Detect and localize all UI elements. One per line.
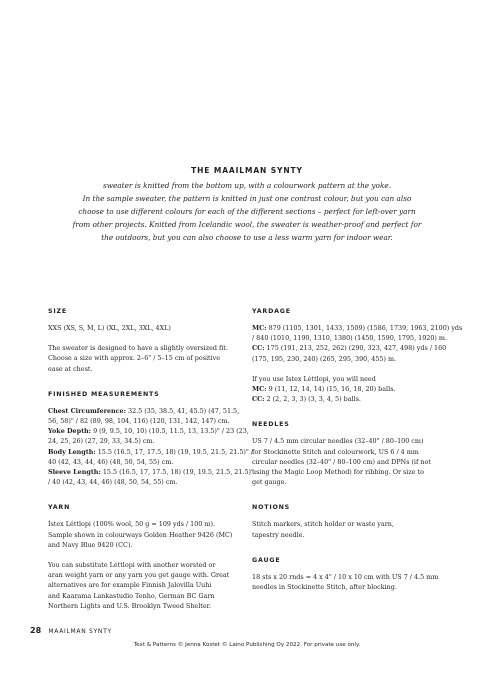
yarn-substitutes: [48, 560, 251, 611]
notions-line: Stitch markers, stitch holder or waste yarn,: [252, 520, 394, 529]
yardage-value-cont: (175, 195, 230, 240) (265, 295, 390, 455) m.: [252, 354, 397, 363]
fit-line: ease at chest.: [48, 364, 93, 373]
gauge-section: [252, 557, 455, 592]
gauge-line: needles in Stockinette Stitch, after blocking.: [252, 583, 397, 592]
mc-label: MC:: [252, 385, 267, 394]
needles-line: US 7 / 4.5 mm circular needles (32–40" / 80–100 cm): [252, 437, 424, 446]
measurement-sleeve: [48, 467, 254, 477]
notions-text: [252, 519, 455, 539]
cc-label: CC:: [252, 395, 265, 404]
size-heading: SIZE: [48, 308, 67, 315]
copyright-footer: Text & Patterns © Jenna Kostet © Laino Publishing Oy 2022. For private use only.: [133, 642, 361, 648]
finished-measurements-section: [48, 390, 254, 488]
page-number: 28: [30, 626, 42, 635]
yarn-line: You can substitute Léttlopi with another worsted or: [48, 561, 216, 570]
yarn-line: alternatives are for example Finnish Jalovilla Uuhi: [48, 581, 212, 590]
measurement-label: Sleeve Length:: [48, 468, 101, 477]
yardage-value: 879 (1105, 1301, 1433, 1509) (1586, 1739, 1963, 2100) yds: [266, 324, 463, 332]
yarn-heading: YARN: [48, 504, 71, 512]
yarn-info: [48, 519, 251, 550]
istex-value: 9 (11, 12, 14, 14) (15, 16, 18, 20) balls.: [266, 385, 396, 394]
notions-heading: NOTIONS: [252, 504, 291, 512]
needles-section: [252, 421, 455, 487]
size-list-text: XXS (XS, S, M, L) (XL, 2XL, 3XL, 4XL): [48, 324, 171, 332]
measurement-value-cont: / 40 (42, 43, 44, 46) (48, 50, 54, 55) cm.: [48, 478, 178, 487]
intro-line: choose to use different colours for each of the different sections – perfect for left-over yarn: [78, 207, 416, 216]
measurement-chest: [48, 406, 251, 416]
yardage-cc: [252, 343, 455, 353]
intro-text: [40, 179, 454, 244]
yarn-line: and Kaarama Lankastudio Tenho, German BC Garn: [48, 591, 215, 600]
notions-section: [252, 504, 455, 539]
yardage-value-cont: / 840 (1010, 1190, 1310, 1380) (1450, 1590, 1795, 1920) m.: [252, 334, 448, 343]
yardage-mc: [252, 323, 463, 333]
right-column: [252, 308, 463, 609]
notions-line: tapestry needle.: [252, 530, 305, 539]
istex-balls: [252, 374, 455, 405]
measurement-label: Chest Circumference:: [48, 406, 126, 415]
fit-line: The sweater is designed to have a slightly oversized fit.: [48, 344, 228, 353]
needles-line: circular needles (32–40" / 80–100 cm) and DPNs (if not: [252, 457, 431, 466]
gauge-text: [252, 572, 455, 592]
measurement-body: [48, 447, 254, 457]
fit-note: [48, 343, 251, 374]
measurement-label: Yoke Depth:: [48, 427, 92, 436]
measurement-value: 32.5 (35, 38.5, 41, 45.5) (47, 51.5,: [125, 406, 240, 415]
size-list: [48, 323, 251, 333]
fit-line: Choose a size with approx. 2–6" / 5–15 cm of positive: [48, 354, 221, 363]
measurement-yoke: [48, 426, 251, 436]
yardage-section: [252, 308, 463, 404]
needles-heading: NEEDLES: [252, 421, 290, 429]
gauge-line: 18 sts x 20 rnds = 4 x 4" / 10 x 10 cm with US 7 / 4.5 mm: [252, 572, 439, 581]
measurement-value-cont: 56, 58)" / 82 (89, 98, 104, 116) (120, 131, 142, 147) cm.: [48, 417, 230, 426]
gauge-heading: GAUGE: [252, 556, 281, 564]
yarn-line: Ístex Léttlopi (100% wool, 50 g = 109 yds / 100 m).: [48, 520, 215, 529]
yarn-section: [48, 504, 251, 611]
pattern-title: THE MAAILMAN SYNTY: [191, 166, 303, 175]
page-folio: [30, 626, 112, 635]
istex-mc: [252, 384, 455, 394]
mc-label: MC:: [252, 324, 267, 332]
needles-text: [252, 436, 455, 487]
yarn-line: Sample shown in colourways Golden Heather 9426 (MC): [48, 530, 233, 539]
measurement-value: 15.5 (16.5, 17, 17.5, 18) (19, 19.5, 21.5, 21.5)" /: [95, 447, 254, 456]
yarn-line: Northern Lights and U.S. Brooklyn Tweed Shelter.: [48, 601, 211, 610]
yarn-line: aran weight yarn or any yarn you get gauge with. Great: [48, 571, 230, 580]
measurement-label: Body Length:: [48, 447, 96, 456]
cc-label: CC:: [252, 344, 265, 353]
istex-value: 2 (2, 2, 3, 3) (3, 3, 4, 5) balls.: [264, 395, 361, 404]
istex-intro: If you use Istex Léttlopi, you will need: [252, 374, 376, 383]
yardage-value: 175 (191, 213, 252, 262) (290, 323, 427, 498) yds / 160: [264, 344, 447, 353]
needles-line: get gauge.: [252, 478, 287, 487]
measurement-value-cont: 40 (42, 43, 44, 46) (48, 50, 54, 55) cm.: [48, 457, 174, 466]
intro-line: sweater is knitted from the bottom up, with a colourwork pattern at the yoke.: [102, 181, 392, 190]
size-section: [48, 308, 251, 374]
istex-cc: [252, 394, 455, 404]
yardage-amounts: [252, 323, 463, 364]
intro-block: [40, 166, 454, 244]
yardage-heading: YARDAGE: [252, 308, 291, 315]
running-title: MAAILMAN SYNTY: [48, 628, 112, 635]
finished-measurements-heading: FINISHED MEASUREMENTS: [48, 390, 160, 398]
needles-line: using the Magic Loop Method) for ribbing. Or size to: [252, 468, 424, 477]
measurement-value: 15.5 (16.5, 17, 17.5, 18) (19, 19.5, 21.5, 21.5)": [100, 468, 254, 477]
intro-line: from other projects. Knitted from Icelandic wool, the sweater is weather-proof and perfect for: [72, 220, 422, 229]
intro-line: the outdoors, but you can also choose to use a less warm yarn for indoor wear.: [101, 233, 393, 242]
yarn-line: and Navy Blue 9420 (CC).: [48, 540, 133, 549]
left-column: [48, 308, 254, 628]
intro-line: In the sample sweater, the pattern is knitted in just one contrast colour, but you can also: [82, 194, 412, 203]
needles-line: for Stockinette Stitch and colourwork, US 6 / 4 mm: [252, 447, 419, 456]
measurement-value: 9 (9, 9.5, 10, 10) (10.5, 11.5, 13, 13.5)" / 23 (23,: [91, 427, 249, 436]
measurement-value-cont: 24, 25, 26) (27, 29, 33, 34.5) cm.: [48, 437, 155, 446]
measurement-list: [48, 406, 254, 488]
